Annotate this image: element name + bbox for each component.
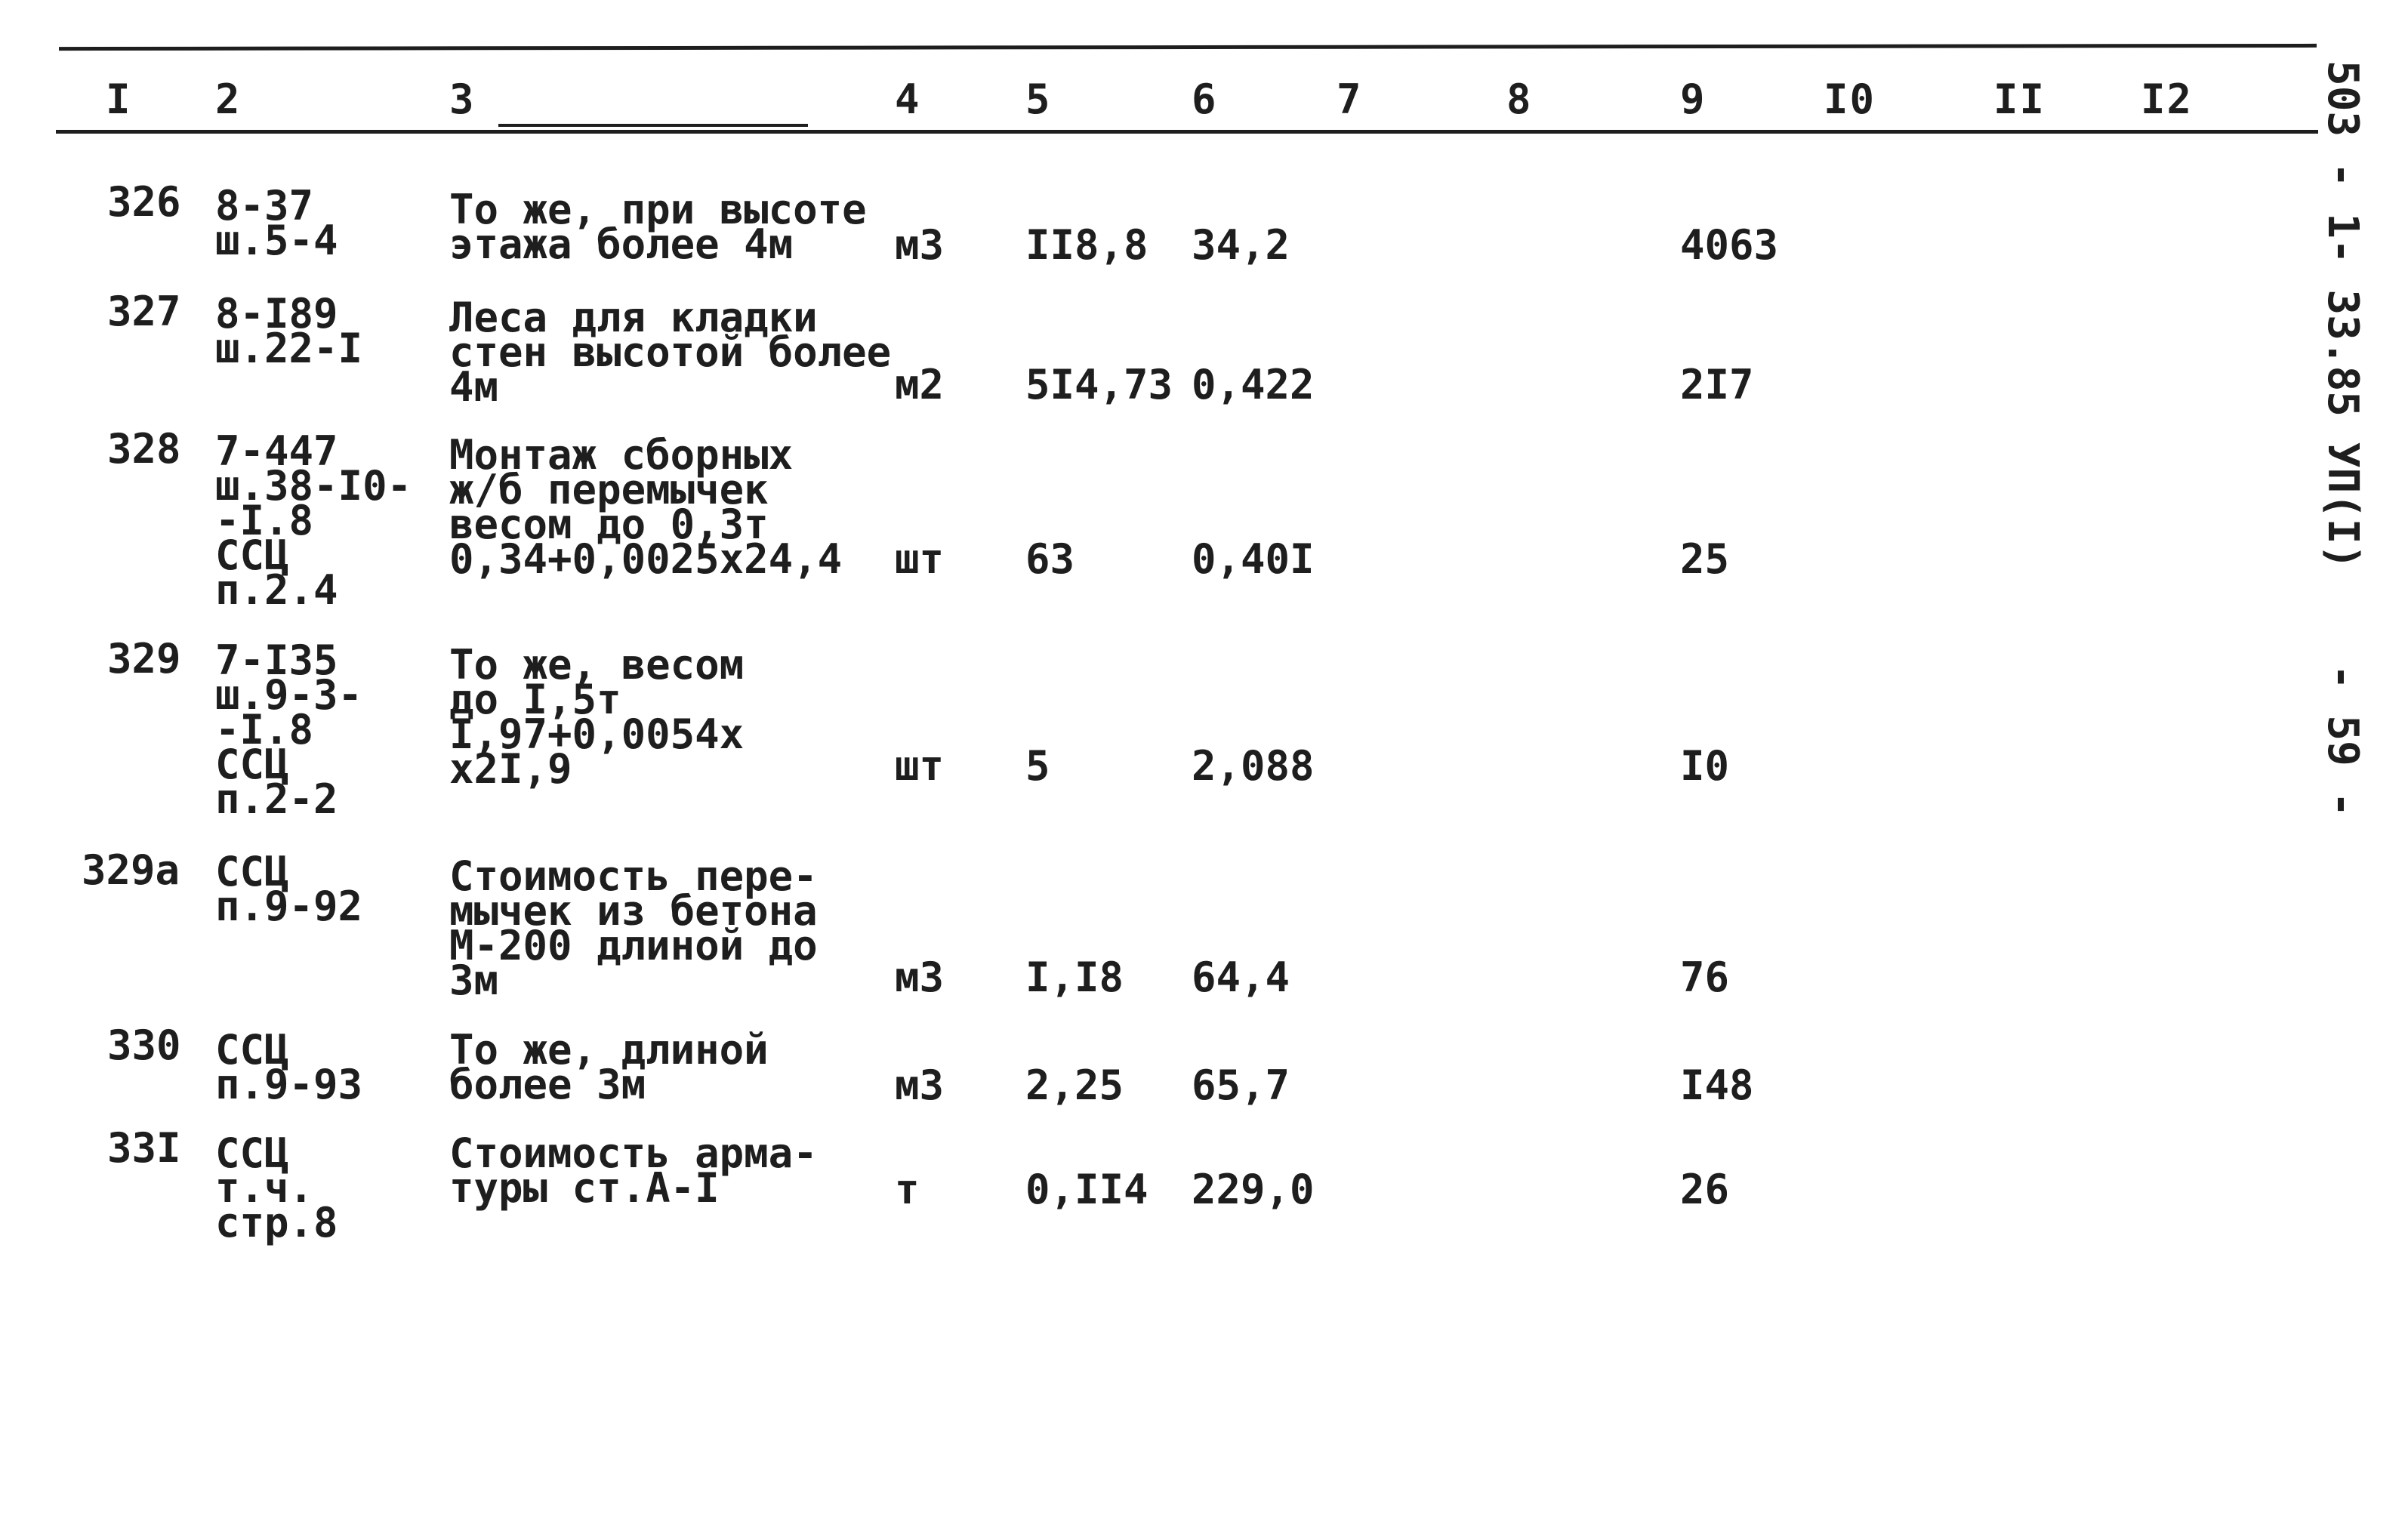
- norm-code: 7-I35 ш.9-3- -I.8 ССЦ п.2-2: [215, 636, 363, 823]
- col-header-8: 8: [1506, 75, 1533, 123]
- quantity: 5I4,73: [1025, 361, 1173, 408]
- header-rule: [56, 130, 2318, 134]
- unit-price: 34,2: [1192, 221, 1290, 269]
- col-header-12: I2: [2141, 75, 2194, 123]
- norm-code: ССЦ п.9-93: [215, 1026, 363, 1108]
- work-description: Стоимость пере- мычек из бетона М-200 длиной до 3м: [449, 852, 818, 1004]
- row-number: 328: [107, 425, 181, 473]
- unit: т: [895, 1166, 920, 1213]
- col-header-7: 7: [1337, 75, 1363, 123]
- work-description: То же, при высоте этажа более 4м: [449, 186, 867, 268]
- norm-code: ССЦ п.9-92: [215, 848, 363, 930]
- quantity: 0,II4: [1025, 1166, 1149, 1213]
- total-cost: 4063: [1680, 221, 1779, 269]
- unit-price: 0,40I: [1192, 535, 1315, 583]
- total-cost: 26: [1680, 1166, 1730, 1213]
- top-rule: [59, 44, 2317, 51]
- row-number: 329: [107, 635, 181, 683]
- unit-price: 65,7: [1192, 1062, 1290, 1109]
- header-underline-col3: [498, 124, 808, 127]
- work-description: Стоимость арма- туры ст.А-I: [449, 1129, 818, 1212]
- norm-code: ССЦ т.ч. стр.8: [215, 1129, 338, 1246]
- row-number: 329а: [82, 846, 180, 894]
- total-cost: 76: [1680, 954, 1730, 1001]
- row-number: 330: [107, 1021, 181, 1069]
- total-cost: 2I7: [1680, 361, 1754, 408]
- col-header-9: 9: [1680, 75, 1707, 123]
- norm-code: 8-37 ш.5-4: [215, 182, 338, 264]
- work-description: Монтаж сборных ж/б перемычек весом до 0,3т 0,34+0,0025х24,4: [449, 431, 843, 583]
- unit: шт: [895, 742, 945, 790]
- page-number-vertical: - 59 -: [2318, 664, 2367, 818]
- col-header-2: 2: [215, 75, 242, 123]
- document-code-vertical: 503 - 1- 33.85 УП(I): [2318, 60, 2367, 570]
- unit-price: 64,4: [1192, 954, 1290, 1001]
- col-header-11: II: [1993, 75, 2046, 123]
- col-header-10: I0: [1824, 75, 1876, 123]
- row-number: 326: [107, 178, 181, 226]
- col-header-5: 5: [1025, 75, 1052, 123]
- total-cost: 25: [1680, 535, 1730, 583]
- unit: шт: [895, 535, 945, 583]
- norm-code: 8-I89 ш.22-I: [215, 290, 363, 372]
- unit: м3: [895, 221, 945, 269]
- unit-price: 229,0: [1192, 1166, 1315, 1213]
- work-description: Леса для кладки стен высотой более 4м: [449, 294, 892, 411]
- unit-price: 0,422: [1192, 361, 1315, 408]
- col-header-4: 4: [895, 75, 921, 123]
- quantity: 5: [1025, 742, 1050, 790]
- unit: м3: [895, 1062, 945, 1109]
- unit: м3: [895, 954, 945, 1001]
- total-cost: I48: [1680, 1062, 1754, 1109]
- row-number: 327: [107, 288, 181, 335]
- quantity: I,I8: [1025, 954, 1124, 1001]
- quantity: 2,25: [1025, 1062, 1124, 1109]
- unit: м2: [895, 361, 945, 408]
- total-cost: I0: [1680, 742, 1730, 790]
- quantity: II8,8: [1025, 221, 1149, 269]
- norm-code: 7-447 ш.38-I0- -I.8 ССЦ п.2.4: [215, 427, 412, 614]
- unit-price: 2,088: [1192, 742, 1315, 790]
- work-description: То же, весом до I,5т I,97+0,0054х х2I,9: [449, 641, 745, 793]
- col-header-1: I: [106, 75, 132, 123]
- row-number: 33I: [107, 1124, 181, 1172]
- quantity: 63: [1025, 535, 1075, 583]
- col-header-6: 6: [1192, 75, 1218, 123]
- work-description: То же, длиной более 3м: [449, 1026, 769, 1108]
- col-header-3: 3: [449, 75, 476, 123]
